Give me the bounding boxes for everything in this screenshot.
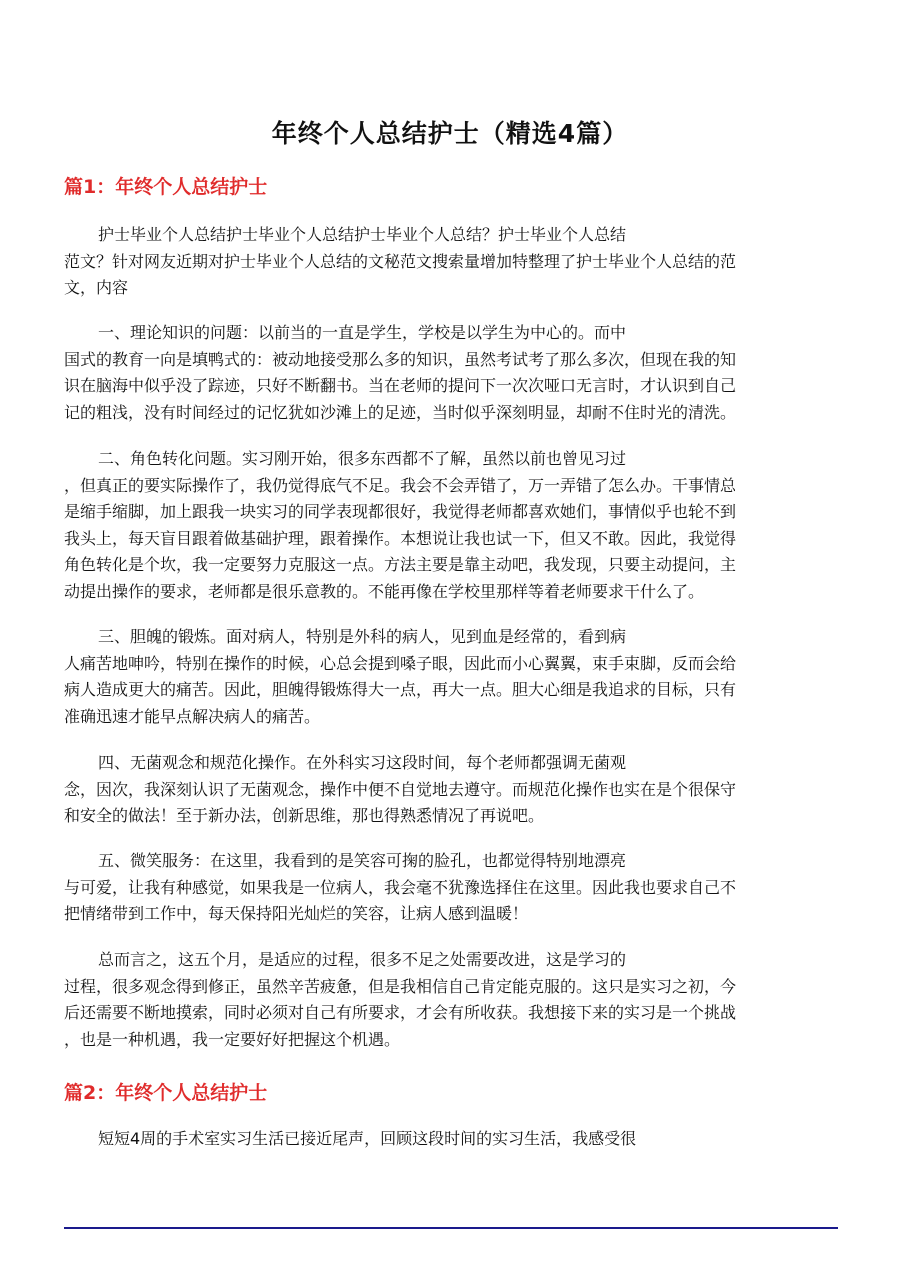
text-line: 和安全的做法！至于新办法，创新思维，那也得熟悉情况了再说吧。 — [64, 806, 545, 825]
section-heading-2: 篇2：年终个人总结护士 — [64, 1082, 268, 1104]
text-line: 是缩手缩脚，加上跟我一块实习的同学表现都很好，我觉得老师都喜欢她们，事情似乎也轮不到 — [64, 502, 737, 521]
text-line: 念，因次，我深刻认识了无菌观念，操作中便不自觉地去遵守。而规范化操作也实在是个很保守 — [64, 779, 737, 799]
paragraph — [64, 848, 840, 928]
text-line: 与可爱，让我有种感觉，如果我是一位病人，我会毫不犹豫选择住在这里。因此我也要求自己不 — [64, 877, 737, 897]
document-title: 年终个人总结护士（精选4篇） — [271, 119, 629, 148]
text-line: 动提出操作的要求，老师都是很乐意教的。不能再像在学校里那样等着老师要求干什么了。 — [64, 581, 705, 601]
text-line: 准确迅速才能早点解决病人的痛苦。 — [64, 706, 321, 726]
paragraph — [64, 750, 840, 830]
paragraph — [64, 947, 840, 1053]
text-line: 护士毕业个人总结护士毕业个人总结护士毕业个人总结？护士毕业个人总结 — [98, 225, 627, 244]
paragraph — [64, 446, 840, 605]
text-line: 人痛苦地呻吟，特别在操作的时候，心总会提到嗓子眼，因此而小心翼翼，束手束脚，反而会给 — [64, 653, 737, 673]
text-line: 五、微笑服务：在这里，我看到的是笑容可掬的脸孔，也都觉得特别地漂亮 — [98, 851, 627, 870]
text-line: ，但真正的要实际操作了，我仍觉得底气不足。我会不会弄错了，万一弄错了怎么办。干事情总 — [64, 475, 737, 495]
section-heading-1: 篇1：年终个人总结护士 — [64, 176, 268, 198]
text-line: 我头上，每天盲目跟着做基础护理，跟着操作。本想说让我也试一下，但又不敢。因此，我觉得 — [64, 528, 737, 548]
text-line: 文，内容 — [64, 278, 129, 297]
text-line: 后还需要不断地摸索，同时必须对自己有所要求，才会有所收获。我想接下来的实习是一个挑战 — [64, 1003, 737, 1022]
text-line: 二、角色转化问题。实习刚开始，很多东西都不了解，虽然以前也曾见习过 — [98, 449, 627, 468]
text-line: 角色转化是个坎，我一定要努力克服这一点。方法主要是靠主动吧，我发现，只要主动提问，主 — [64, 555, 737, 574]
paragraph — [64, 320, 840, 426]
paragraph — [64, 1126, 840, 1153]
text-line: 识在脑海中似乎没了踪迹，只好不断翻书。当在老师的提问下一次次哑口无言时，才认识到自己 — [64, 376, 737, 395]
text-line: 总而言之，这五个月，是适应的过程，很多不足之处需要改进，这是学习的 — [98, 950, 627, 969]
text-line: 短短4周的手术室实习生活已接近尾声，回顾这段时间的实习生活，我感受很 — [98, 1129, 637, 1148]
text-line: 过程，很多观念得到修正，虽然辛苦疲惫，但是我相信自己肯定能克服的。这只是实习之初，今 — [64, 976, 737, 996]
text-line: 一、理论知识的问题：以前当的一直是学生，学校是以学生为中心的。而中 — [98, 323, 627, 342]
text-line: 病人造成更大的痛苦。因此，胆魄得锻炼得大一点，再大一点。胆大心细是我追求的目标，只有 — [64, 680, 737, 699]
paragraph — [64, 624, 840, 730]
text-line: 国式的教育一向是填鸭式的：被动地接受那么多的知识，虽然考试考了那么多次，但现在我的知 — [64, 349, 737, 369]
text-line: 三、胆魄的锻炼。面对病人，特别是外科的病人，见到血是经常的，看到病 — [98, 627, 627, 646]
text-line: 记的粗浅，没有时间经过的记忆犹如沙滩上的足迹，当时似乎深刻明显，却耐不住时光的清洗。 — [64, 402, 737, 422]
text-line: ，也是一种机遇，我一定要好好把握这个机遇。 — [64, 1029, 401, 1049]
text-line: 范文？针对网友近期对护士毕业个人总结的文秘范文搜索量增加特整理了护士毕业个人总结的范 — [64, 251, 737, 271]
paragraph — [64, 222, 840, 302]
text-line: 四、无菌观念和规范化操作。在外科实习这段时间，每个老师都强调无菌观 — [98, 753, 627, 772]
text-line: 把情绪带到工作中，每天保持阳光灿烂的笑容，让病人感到温暖！ — [64, 904, 529, 923]
footer-divider — [64, 1227, 838, 1229]
